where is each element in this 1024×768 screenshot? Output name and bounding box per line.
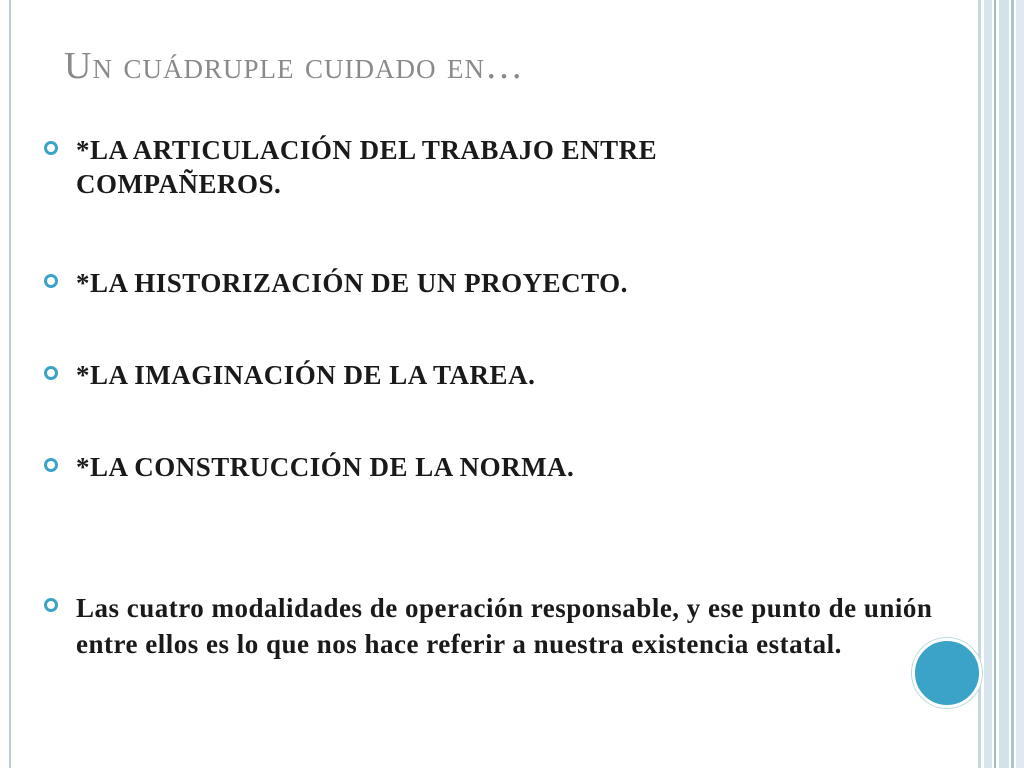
bullet-item bbox=[44, 590, 944, 662]
bullet-text: Las cuatro modalidades de operación responsable, y ese punto de unión entre ellos es lo que nos hace referir a nuestra existencia estatal. bbox=[76, 593, 933, 659]
bullet-text: *LA IMAGINACIÓN DE LA TAREA. bbox=[76, 360, 536, 390]
bullet-item bbox=[44, 266, 944, 300]
right-stripe bbox=[984, 0, 992, 768]
bullet-ring-icon bbox=[44, 598, 58, 612]
bullet-text: *LA ARTICULACIÓN DEL TRABAJO ENTRE COMPAÑEROS. bbox=[76, 135, 658, 199]
slide-title: Un cuádruple cuidado en… bbox=[64, 45, 524, 87]
circle-decoration bbox=[912, 638, 982, 708]
bullet-item bbox=[44, 358, 944, 392]
right-stripe bbox=[1011, 0, 1014, 768]
bullet-ring-icon bbox=[44, 458, 58, 472]
right-stripe bbox=[1016, 0, 1024, 768]
left-frame-line bbox=[9, 0, 11, 768]
bullet-text: *LA HISTORIZACIÓN DE UN PROYECTO. bbox=[76, 268, 628, 298]
right-stripe bbox=[978, 0, 981, 768]
bullet-item bbox=[44, 450, 944, 484]
bullet-ring-icon bbox=[44, 141, 58, 155]
bullet-ring-icon bbox=[44, 366, 58, 380]
bullet-text: *LA CONSTRUCCIÓN DE LA NORMA. bbox=[76, 452, 575, 482]
bullet-ring-icon bbox=[44, 274, 58, 288]
right-stripe bbox=[999, 0, 1009, 768]
bullet-item bbox=[44, 133, 944, 201]
right-stripe bbox=[994, 0, 996, 768]
